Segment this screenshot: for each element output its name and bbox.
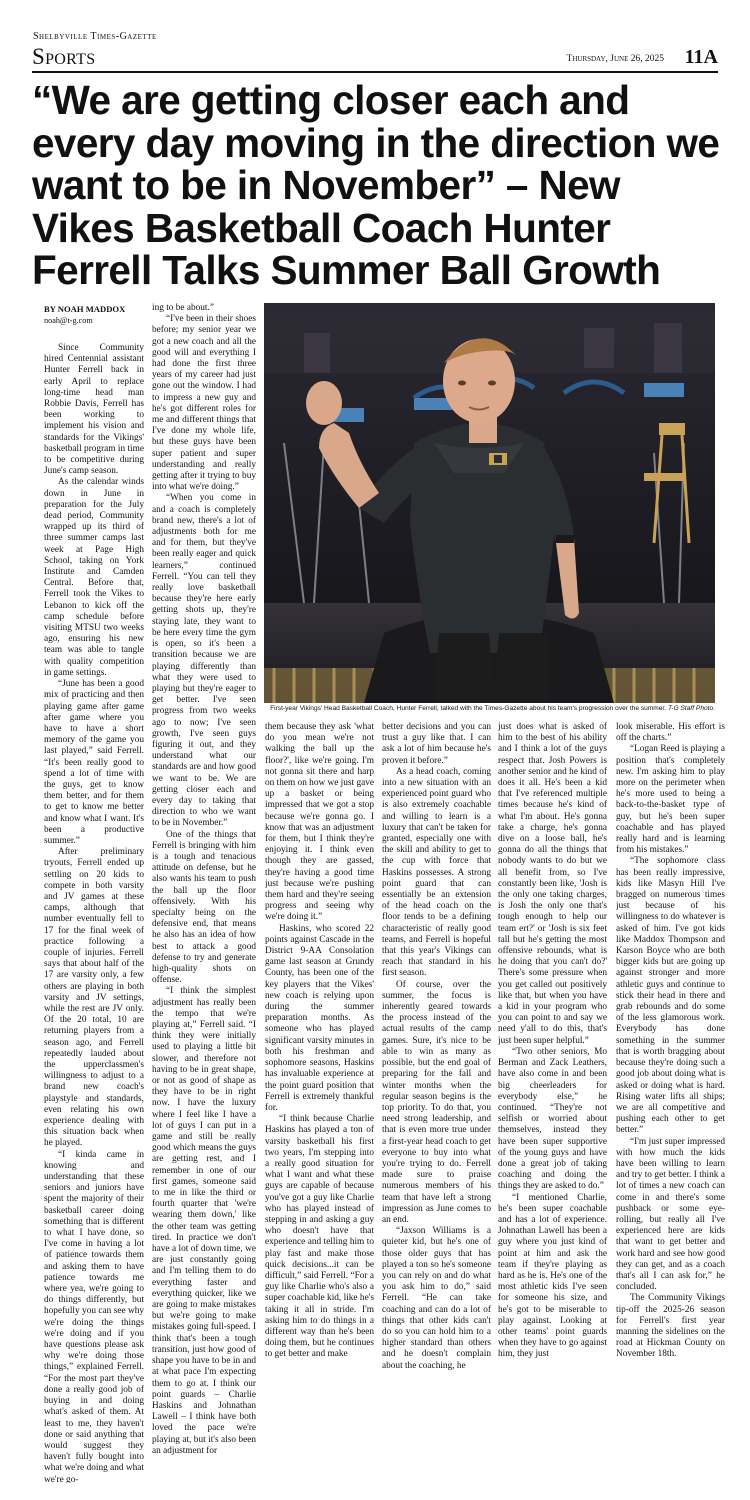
- section-title: Sports: [32, 44, 96, 69]
- article-column-6: [616, 722, 725, 1487]
- article-column-5: [498, 722, 607, 1487]
- header-rule: [32, 71, 718, 73]
- article-column-4: [382, 722, 491, 1487]
- article-paragraph: After preliminary tryouts, Ferrell ended up settling on 20 kids to compete in both varsity and JV games at these camps, although that number eventually fell to 17 for the final week of practice following a couple of injuries. Ferrell says that about half of the 17 are varsity only, a few others are playing in both varsity and JV settings, while the rest are JV only. Of the 20 total, 10 are returning players from a season ago, and Ferrell repeatedly lauded about the upperclassmen's willingness to adjust to a brand new coach's playstyle and standards, even relating his own experience dealing with this situation back when he played.: [44, 847, 144, 1149]
- masthead: Shelbyville Times-Gazette: [33, 31, 157, 42]
- article-paragraph: “When you come in and a coach is completely brand new, there's a lot of adjustments both for me and for them, but they've been really eager and quick learners,” continued Ferrell. “You can tell they really love basketball because they're here early getting shots up, they're staying late, they want to be here every time the gym is open, so it's been a transition because we are playing differently than what they were used to playing but they're eager to get better. I've seen progress from two weeks ago to now; I've seen growth, I've seen guys figuring it out, and they understand what our standards are and how good we want to be. We are getting closer each and every day to taking that direction to who we want to be in November.”: [152, 493, 256, 829]
- article-paragraph: ing to be about.”: [152, 303, 214, 313]
- photo-credit: T-G Staff Photo.: [667, 705, 715, 712]
- article-paragraph: them because they ask 'what do you mean we're not walking the ball up the floor?', like we're going. I'm not gonna sit there and harp on them on how we just gave up a basket or being impressed that we got a stop because we're gonna go. I know that was an adjustment for them, but I think they're enjoying it. I think even though they are gassed, they're having a good time just because we're pushing them hard and they're seeing progress and seeing why we're doing it.”: [265, 722, 374, 923]
- article-column-2: [152, 303, 256, 1483]
- article-paragraph: “June has been a good mix of practicing and then playing game after game after game where you have to have a short memory of the game you last played,” said Ferrell. “It's been really good to spend a lot of time with the guys, get to know them better, and for them to get to know me better and know what I want. It's been a productive summer.”: [44, 679, 144, 846]
- article-paragraph: Of course, over the summer, the focus is inherently geared towards the process instead of the actual results of the camp games. Sure, it's nice to be able to win as many as possible, but the end goal of preparing for the fall and winter months when the regular season begins is the top priority. To do that, you need strong leadership, and that is even more true under a first-year head coach to get everyone to buy into what you're trying to do. Ferrell made sure to praise numerous members of his team that have left a strong impression as June comes to an end.: [382, 979, 491, 1225]
- coach-photo: [264, 303, 715, 703]
- article-paragraph: “I think because Charlie Haskins has played a ton of varsity basketball his first two years, I'm stepping into a really good situation for what I want and what these guys are capable of because you've got a guy like Charlie who has played instead of stepping in and asking a guy who doesn't have that experience and telling him to play fast and make those quick decisions...it can be difficult,” said Ferrell. “For a guy like Charlie who's also a super coachable kid, like he's taking it all in stride. I'm asking him to do things in a different way than he's been doing them, but he continues to get better and make: [265, 1114, 374, 1360]
- article-paragraph: better decisions and you can trust a guy like that. I can ask a lot of him because he's proven it before.”: [382, 722, 491, 766]
- author-email[interactable]: noah@t-g.com: [44, 316, 93, 325]
- article-paragraph: As the calendar winds down in June in preparation for the July dead period, Community wrapped up its third of three summer camps last week at Page High School, taking on York Institute and Camden Central. Before that, Ferrell took the Vikes to Lebanon to kick off the camp schedule before visiting MTSU two weeks ago, ensuring his new team was able to tangle with quality competition in game settings.: [44, 477, 144, 678]
- article-paragraph: Since Community hired Centennial assistant Hunter Ferrell back in early April to replace long-time head man Robbie Davis, Ferrell has been working to implement his vision and standards for the Vikings' basketball program in time to be competitive during June's camp season.: [44, 343, 144, 477]
- article-paragraph: just does what is asked of him to the best of his ability and I think a lot of the guys respect that. Josh Powers is another senior and he kind of does it all. He's been a kid that I've referenced multiple times because he's kind of what I'm about. He's gonna take a charge, he's gonna dive on a loose ball, he's gonna do all the things that nobody wants to do but we all benefit from, so I've constantly been like, 'Josh is the only one taking charges, is Josh the only one that's tough enough to help our team ert?' or 'Josh is six feet tall but he's getting the most offensive rebounds, what is he doing that you can't do?' There's some pressure when you get called out positively like that, but when you have a kid in your program who you can point to and say we need y'all to do this, that's just been super helpful.”: [498, 722, 607, 1046]
- byline: BY NOAH MADDOX: [44, 304, 126, 314]
- article-paragraph: “I kinda came in knowing and understanding that these seniors and juniors have spent the majority of their basketball career doing something that is different to what I have done, so I've come in having a lot of patience towards them and asking them to have patience towards me where yea, we're going to do things differently, but hopefully you can see why we're doing the things we're doing and if you have questions please ask why we're doing those things,” explained Ferrell. “For the most part they've done a really good job of buying in and doing what's asked of them. At least to me, they haven't done or said anything that would suggest they haven't fully bought into what we're doing and what we're go-: [44, 1149, 144, 1483]
- article-paragraph: “I'm just super impressed with how much the kids have been willing to learn and try to get better. I think a lot of times a new coach can come in and there's some pushback or some eye-rolling, but really all I've experienced here are kids that want to get better and work hard and see how good they can get, and as a coach that's all I can ask for,” he concluded.: [616, 1136, 725, 1293]
- photo-caption: [264, 705, 715, 713]
- issue-date: Thursday, June 26, 2025: [566, 54, 664, 64]
- article-paragraph: One of the things that Ferrell is bringing with him is a tough and tenacious attitude on defense, but he also wants his team to push the ball up the floor offensively. With his specialty being on the defensive end, that means he also has an idea of how best to attack a good defense to try and generate high-quality shots on offense.: [152, 829, 256, 986]
- article-paragraph: “I've been in their shoes before; my senior year we got a new coach and all the good will and everything I had done the first three years of my career had just gone out the window. I had to impress a new guy and he's got different roles for me and different things that I've done my whole life, but these guys have been super patient and super understanding and really getting after it trying to buy into what we're doing.”: [152, 314, 256, 493]
- article-paragraph: “I mentioned Charlie, he's been super coachable and has a lot of experience. Johnathan Lawell has been a guy where you just kind of point at him and ask the team if they're playing as hard as he is. He's one of the most athletic kids I've seen for someone his size, and he's got to be miserable to play against. Looking at other teams' point guards when they have to go against him, they just: [498, 1192, 607, 1360]
- article-paragraph: “I think the simplest adjustment has really been the tempo that we're playing at,” Ferrell said. “I think they were initially used to playing a little bit slower, and therefore not having to be in great shape, or not as good of shape as they have to be in right now. I have the luxury where I feel like I have a lot of guys I can put in a game and still be really good which means the guys are getting rest, and I remember in one of our first games, someone said to me in like the third or fourth quarter that 'we're wearing them down,' like the other team was getting tired. In practice we don't have a lot of down time, we are just constantly going and I'm telling them to do everything faster and everything quicker, like we are going to make mistakes but we're going to make mistakes going full-speed. I think that's been a tough transition, just how good of shape you have to be in and at what pace I'm expecting them to go at. I think our point guards – Charlie Haskins and Johnathan Lawell – I think have both loved the pace we're playing at, but it's also been an adjustment for: [152, 986, 256, 1456]
- caption-text: First-year Vikings' Head Basketball Coach, Hunter Ferrell, talked with the Times-Gazette about his team's progression over the summer.: [270, 705, 667, 712]
- coach-photo-illustration: [264, 303, 715, 703]
- headline: “We are getting closer each and every day moving in the direction we want to be in November” – New Vikes Basketball Coach Hunter Ferrell Talks Summer Ball Growth: [32, 77, 720, 293]
- article-paragraph: The Community Vikings tip-off the 2025-26 season for Ferrell's first year manning the sidelines on the road at Hickman County on November 18th.: [616, 1293, 725, 1360]
- article-paragraph: “The sophomore class has been really impressive, kids like Masyn Hill I've bragged on numerous times just because of his willingness to do whatever is asked of him. I've got kids like Maddox Thompson and Karson Boyce who are both bigger kids but are going up against stronger and more athletic guys and continue to stick their head in there and grab rebounds and do some of the less glamorous work. Everybody has done something in the summer that is worth bragging about because they're doing such a good job about doing what is asked or doing what is hard. Rising water lifts all ships; we are all competitive and pushing each other to get better.”: [616, 856, 725, 1136]
- article-column-1: [44, 343, 144, 1483]
- article-paragraph: “Jaxson Williams is a quieter kid, but he's one of those older guys that has played a ton so he's someone you can rely on and do what you ask him to do,” said Ferrell. “He can take coaching and can do a lot of things that other kids can't do so you can hold him to a higher standard than others and he doesn't complain about the coaching, he: [382, 1226, 491, 1371]
- article-paragraph: “Logan Reed is playing a position that's completely new. I'm asking him to play more on the perimeter when he's more used to being a back-to-the-basket type of guy, but he's been super coachable and has played really hard and is learning from his mistakes.”: [616, 744, 725, 856]
- article-paragraph: Haskins, who scored 22 points against Cascade in the District 9-AA Consolation game last season at Grundy County, has been one of the key players that the Vikes' new coach is relying upon during the summer preparation months. As someone who has played significant varsity minutes in both his freshman and sophomore seasons, Haskins has invaluable experience at the point guard position that Ferrell is extremely thankful for.: [265, 923, 374, 1113]
- page-number: 11A: [684, 46, 718, 68]
- article-paragraph: look miserable. His effort is off the charts.”: [616, 722, 725, 744]
- article-paragraph: “Two other seniors, Mo Berman and Zack Leathers, have also come in and been big cheerleaders for everybody else,” he continued. “They're not selfish or worried about themselves, instead they have been super supportive of the young guys and have done a great job of taking coaching and doing the things they are asked to do.”: [498, 1046, 607, 1192]
- article-paragraph: As a head coach, coming into a new situation with an experienced point guard who is also extremely coachable and willing to learn is a luxury that can't be taken for granted, especially one with the skill and ability to get to the cup with force that Haskins possesses. A strong point guard that can essentially be an extension of the head coach on the floor tends to be a defining characteristic of really good teams, and Ferrell is hopeful that this year's Vikings can reach that standard in his first season.: [382, 766, 491, 979]
- article-column-3: [265, 722, 374, 1487]
